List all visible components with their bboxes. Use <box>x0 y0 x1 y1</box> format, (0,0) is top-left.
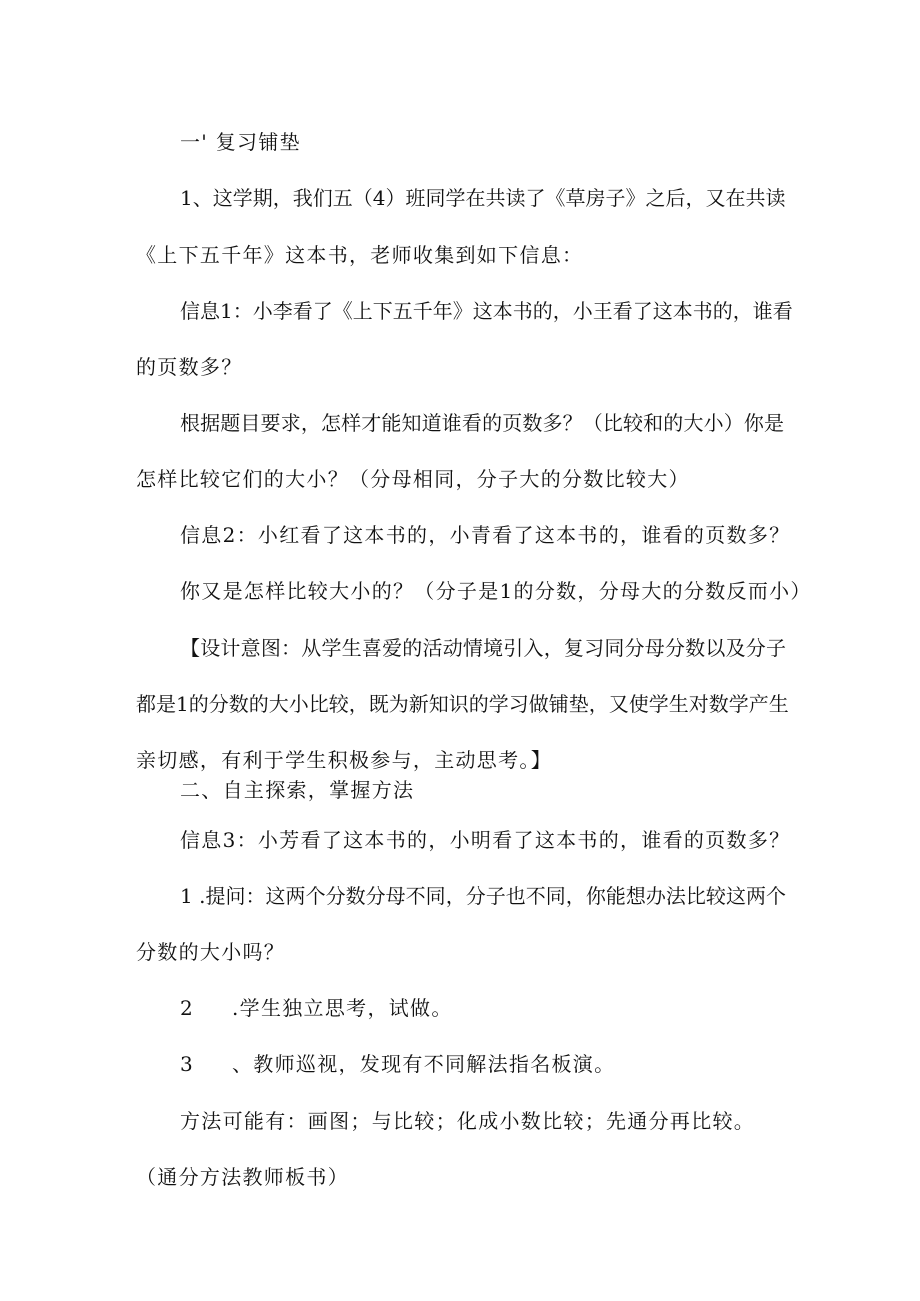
paragraph-line: 1、这学期，我们五（4）班同学在共读了《草房子》之后，又在共读 <box>180 186 786 210</box>
list-item-2: .学生独立思考，试做。 <box>232 996 453 1020</box>
design-intent-line: 都是1的分数的大小比较，既为新知识的学习做铺垫，又使学生对数学产生 <box>136 692 789 716</box>
design-intent-line: 亲切感，有利于学生积极参与，主动思考。】 <box>136 748 552 772</box>
design-intent-line: 【设计意图：从学生喜爱的活动情境引入，复习同分母分数以及分子 <box>180 636 786 660</box>
paragraph-line: 根据题目要求，怎样才能知道谁看的页数多？（比较和的大小）你是 <box>180 411 784 435</box>
paragraph-line: （通分方法教师板书） <box>136 1165 349 1189</box>
paragraph-line: 怎样比较它们的大小？（分母相同，分子大的分数比较大） <box>136 467 690 491</box>
paragraph-line: 信息3：小芳看了这本书的，小明看了这本书的，谁看的页数多？ <box>180 828 791 852</box>
paragraph-line: 方法可能有：画图；与比较；化成小数比较；先通分再比较。 <box>180 1109 756 1133</box>
list-item-3: 、教师巡视，发现有不同解法指名板演。 <box>232 1052 616 1076</box>
paragraph-line: 信息2：小红看了这本书的，小青看了这本书的，谁看的页数多？ <box>180 523 791 547</box>
section-heading-explore: 二、自主探索，掌握方法 <box>180 778 415 802</box>
paragraph-line: 信息1：小李看了《上下五千年》这本书的，小王看了这本书的，谁看 <box>180 299 793 323</box>
list-number: 2 <box>180 996 193 1020</box>
paragraph-line: 《上下五千年》这本书，老师收集到如下信息： <box>136 243 584 267</box>
paragraph-line: 的页数多？ <box>136 355 243 379</box>
list-item-1: 1 .提问：这两个分数分母不同，分子也不同，你能想办法比较这两个 <box>180 884 786 908</box>
section-heading-review: 一' 复习铺垫 <box>180 130 301 154</box>
paragraph-line: 你又是怎样比较大小的？（分子是1的分数，分母大的分数反而小） <box>180 579 812 603</box>
list-number: 3 <box>180 1052 193 1076</box>
paragraph-line: 分数的大小吗？ <box>136 940 286 964</box>
